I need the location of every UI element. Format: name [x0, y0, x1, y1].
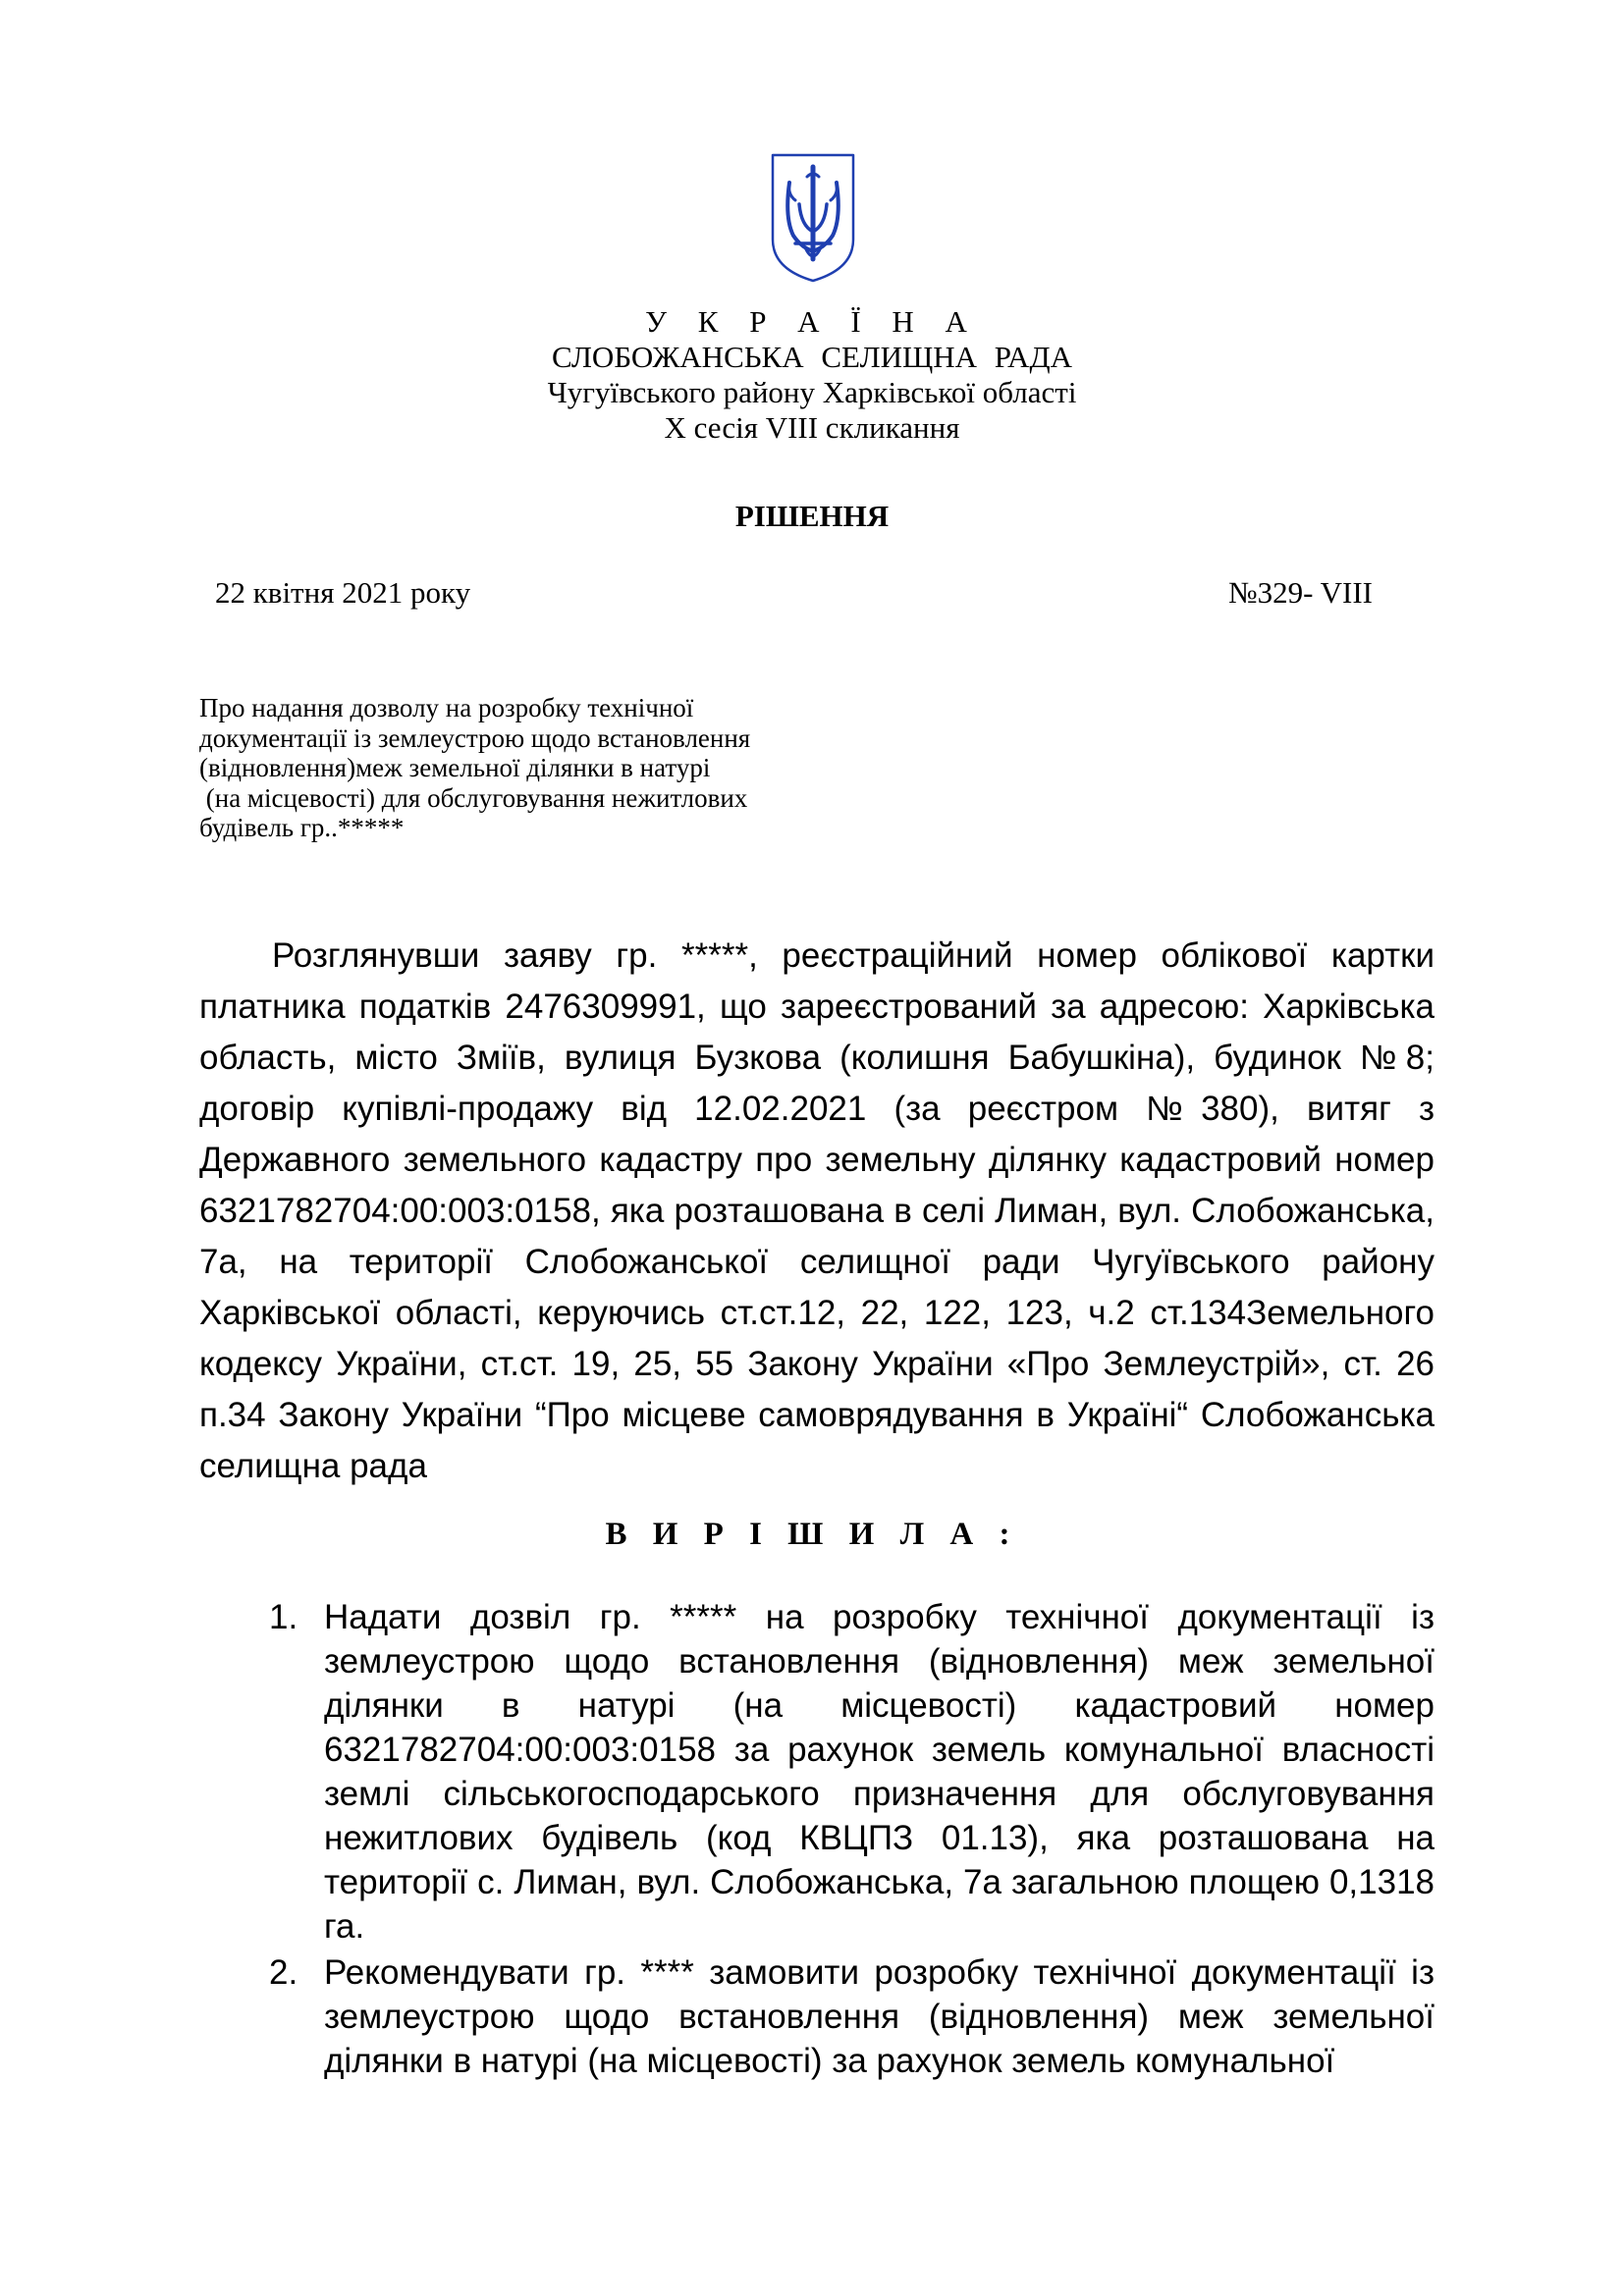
- preamble-paragraph: Розглянувши заяву гр. *****, реєстраційний номер облікової картки платника податків 2476309991, що зареєстрований за адресою: Харківська область, місто Зміїв, вулиця Бузкова (колишня Бабушкіна), будинок №8; договір купівлі-продажу від 12.02.2021 (за реєстром №380), витяг з Державного земельного кадастру про земельну ділянку кадастровий номер 6321782704:00:003:0158, яка розташована в селі Лиман, вул. Слобожанська, 7а, на території Слобожанської селищної ради Чугуївського району Харківської області, керуючись ст.ст.12, 22, 122, 123, ч.2 ст.134Земельного кодексу України, ст.ст. 19, 25, 55 Закону України «Про Землеустрій», ст. 26 п.34 Закону України “Про місцеве самоврядування в Україні“ Слобожанська селищна рада: [199, 936, 1435, 1485]
- country-name: У К Р А Ї Н А: [645, 304, 979, 339]
- decision-item: [269, 1950, 1435, 2083]
- decision-subject: [199, 693, 847, 843]
- subject-line: (на місцевості) для обслуговування нежитлових: [199, 782, 748, 813]
- subject-line: документації із землеустрою щодо встановлення: [199, 722, 751, 753]
- district-name: Чугуївського району Харківської області: [547, 375, 1077, 409]
- item-number: 1.: [269, 1598, 298, 1636]
- subject-line: Про надання дозволу на розробку технічної: [199, 693, 694, 722]
- coat-of-arms-icon: [770, 149, 856, 285]
- document-title: РІШЕННЯ: [734, 499, 890, 533]
- session-info: Х сесія VIII скликання: [664, 410, 960, 445]
- item-text: Рекомендувати гр. **** замовити розробку технічної документації із землеустрою щодо встановлення (відновлення) меж земельної ділянки в натурі (на місцевості) за рахунок земель комунальної: [324, 1953, 1435, 2080]
- decision-items: [269, 1595, 1435, 2085]
- decision-number: №329- VIII: [1228, 575, 1373, 610]
- document-header: [0, 304, 1624, 446]
- decision-heading: В И Р І Ш И Л А :: [605, 1517, 1019, 1552]
- subject-line: (відновлення)меж земельної ділянки в натурі: [199, 753, 711, 782]
- decision-date: 22 квітня 2021 року: [215, 575, 471, 610]
- decision-item: [269, 1595, 1435, 1949]
- council-name: СЛОБОЖАНСЬКА СЕЛИЩНА РАДА: [552, 340, 1072, 374]
- item-number: 2.: [269, 1953, 298, 1992]
- item-text: Надати дозвіл гр. ***** на розробку технічної документації із землеустрою щодо встановлення (відновлення) меж земельної ділянки в натурі (на місцевості) кадастровий номер 6321782704:00:003:0158 за рахунок земель комунальної власності землі сільськогосподарського призначення для обслуговування нежитлових будівель (код КВЦПЗ 01.13), яка розташована на території с. Лиман, вул. Слобожанська, 7а загальною площею 0,1318 га.: [324, 1598, 1435, 1946]
- subject-line: будівель гр..*****: [199, 813, 405, 842]
